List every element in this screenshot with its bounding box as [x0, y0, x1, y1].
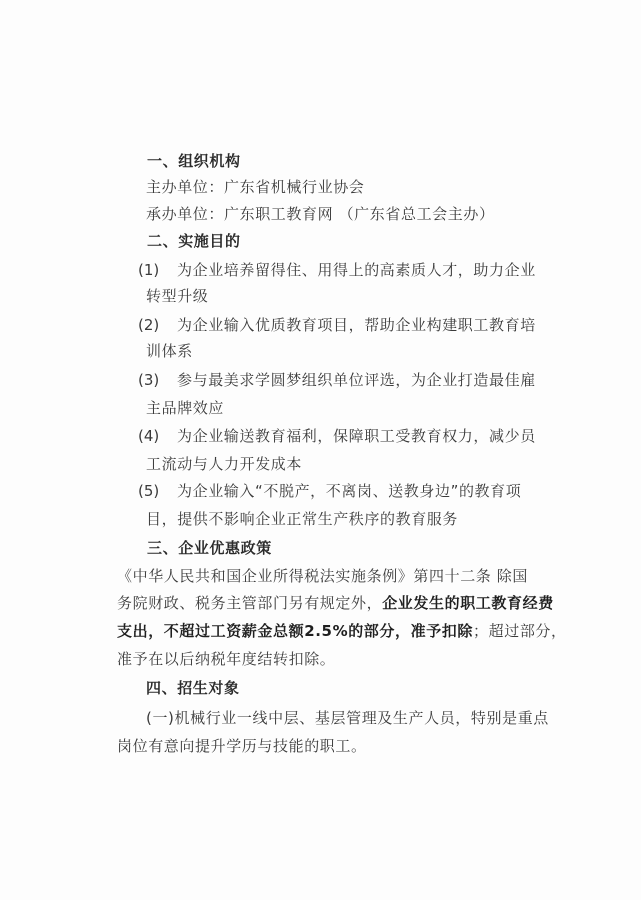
purpose-item-text: 为企业培养留得住、用得上的高素质人才，助力企业	[177, 261, 536, 279]
policy-text-normal: 务院财政、税务主管部门另有规定外，	[117, 594, 383, 612]
section-heading-policy: 三、企业优惠政策	[147, 539, 272, 557]
purpose-item-text-cont: 主品牌效应	[146, 399, 225, 417]
purpose-item-number: (5)	[138, 482, 160, 500]
purpose-item-text-cont: 转型升级	[146, 287, 209, 305]
section-heading-organization: 一、组织机构	[147, 152, 241, 170]
policy-text-bold: 支出，不超过工资薪金总额2.5%的部分，准予扣除	[117, 622, 474, 640]
purpose-item-text: 为企业输送教育福利，保障职工受教育权力，减少员	[177, 427, 536, 445]
purpose-item-number: (2)	[138, 316, 160, 334]
section-heading-purpose: 二、实施目的	[147, 232, 241, 250]
policy-paragraph-line: 准予在以后纳税年度结转扣除。	[117, 650, 336, 668]
purpose-item-text: 为企业输入“不脱产，不离岗、送教身边”的教育项	[177, 482, 522, 500]
policy-paragraph-line	[117, 621, 567, 641]
purpose-item-number: (4)	[138, 427, 160, 445]
enrollment-paragraph-line: (一)机械行业一线中层、基层管理及生产人员，特别是重点	[146, 709, 549, 727]
organizer-unit: 承办单位：广东职工教育网 （广东省总工会主办）	[146, 205, 495, 223]
purpose-item-text-cont: 目，提供不影响企业正常生产秩序的教育服务	[146, 510, 459, 528]
purpose-item-text: 参与最美求学圆梦组织单位评选，为企业打造最佳雇	[177, 371, 536, 389]
policy-text-normal: ；超过部分，	[473, 622, 567, 640]
purpose-item-number: (1)	[138, 261, 160, 279]
enrollment-paragraph-line: 岗位有意向提升学历与技能的职工。	[117, 737, 367, 755]
policy-paragraph-line	[117, 593, 554, 613]
purpose-item-number: (3)	[138, 371, 160, 389]
host-unit: 主办单位：广东省机械行业协会	[146, 178, 365, 196]
policy-paragraph-line: 《中华人民共和国企业所得税法实施条例》第四十二条 除国	[117, 567, 528, 585]
section-heading-enrollment: 四、招生对象	[146, 679, 240, 697]
policy-text-bold: 企业发生的职工教育经费	[382, 594, 554, 612]
purpose-item-text: 为企业输入优质教育项目，帮助企业构建职工教育培	[177, 316, 536, 334]
purpose-item-text-cont: 工流动与人力开发成本	[146, 455, 303, 473]
purpose-item-text-cont: 训体系	[146, 342, 193, 360]
